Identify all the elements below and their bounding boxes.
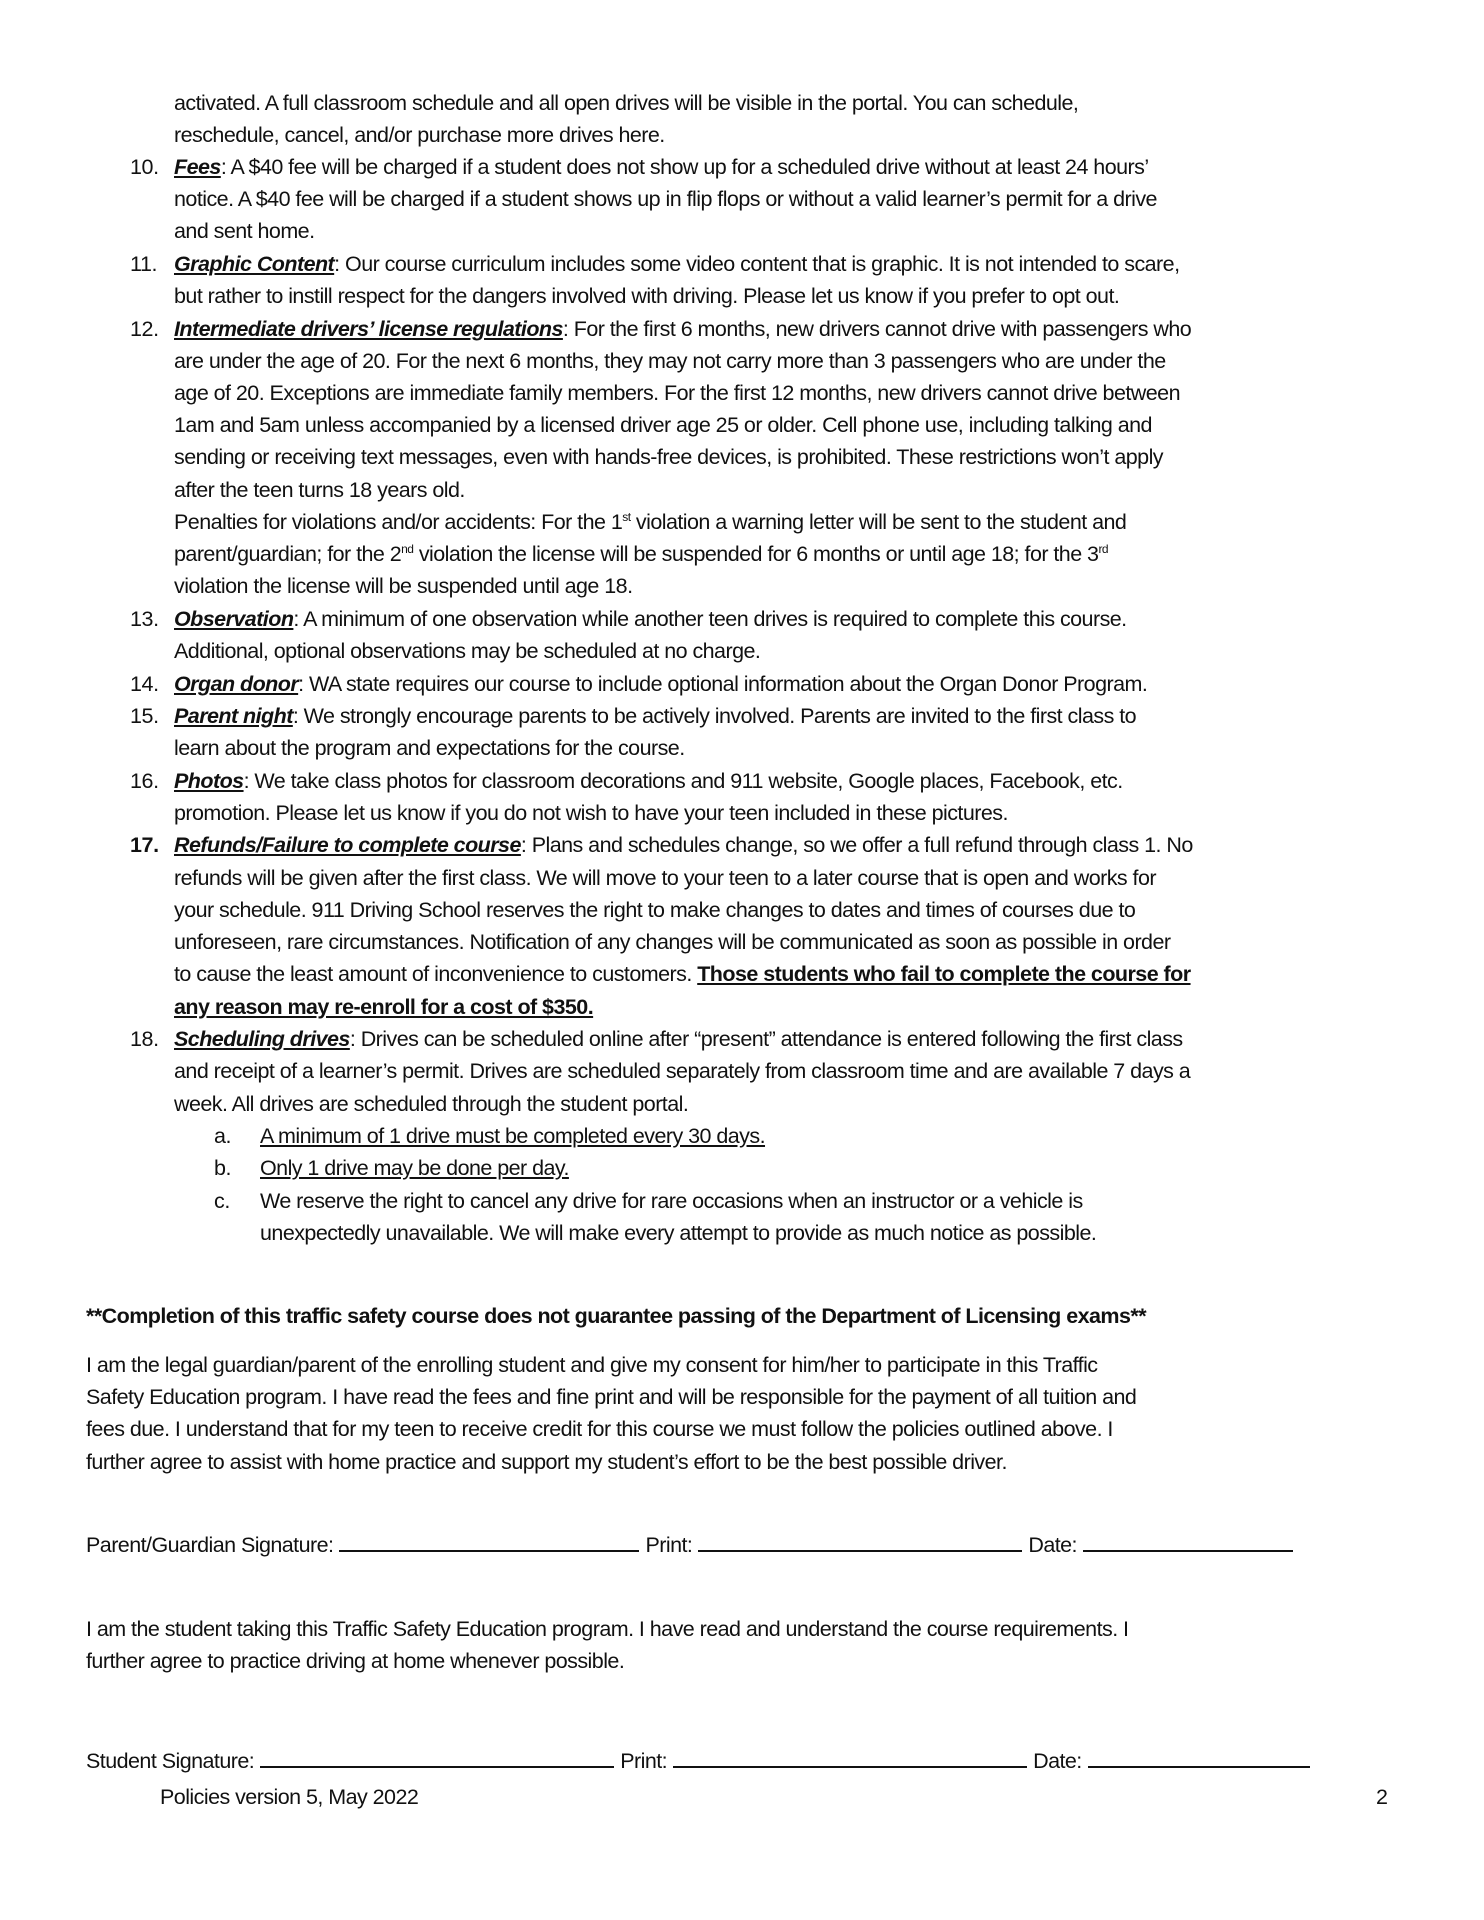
ordinal-suffix: nd — [401, 542, 414, 556]
item-title: Scheduling drives — [174, 1027, 350, 1051]
subitem-text: A minimum of 1 drive must be completed every 30 days. — [260, 1124, 766, 1148]
student-signature-row — [86, 1746, 1316, 1774]
parent-signature-row — [86, 1530, 1299, 1558]
subitem-letter: c. — [214, 1189, 230, 1213]
consent-text: further agree to assist with home practice and support my student’s effort to be the best possible driver. — [86, 1450, 1007, 1474]
footer-version: Policies version 5, May 2022 — [160, 1785, 419, 1809]
item-text: : We take class photos for classroom decorations and 911 website, Google places, Facebook, etc. — [243, 769, 1123, 793]
item-title: Refunds/Failure to complete course — [174, 833, 521, 857]
item-number: 18. — [130, 1027, 159, 1051]
item-title: Parent night — [174, 704, 293, 728]
subitem-letter: a. — [214, 1124, 232, 1148]
item-number: 13. — [130, 607, 159, 631]
reenroll-emphasis: any reason may re-enroll for a cost of $350. — [174, 995, 594, 1019]
item-text: : Drives can be scheduled online after “present” attendance is entered following the first class — [349, 1027, 1183, 1051]
parent-print-field[interactable] — [698, 1530, 1022, 1552]
disclaimer-heading: **Completion of this traffic safety course does not guarantee passing of the Department of Licensing exams** — [86, 1304, 1147, 1328]
penalties-text — [174, 509, 1126, 535]
penalties-text — [174, 541, 1108, 567]
parent-signature-field[interactable] — [339, 1530, 639, 1552]
item-text: age of 20. Exceptions are immediate family members. For the first 12 months, new drivers cannot drive between — [174, 381, 1180, 405]
item-text: after the teen turns 18 years old. — [174, 478, 465, 502]
item-text: sending or receiving text messages, even with hands-free devices, is prohibited. These restrictions won’t apply — [174, 445, 1164, 469]
item-number: 11. — [130, 252, 158, 276]
ordinal-suffix: rd — [1098, 542, 1109, 556]
student-signature-field[interactable] — [260, 1746, 614, 1768]
item-text: : For the first 6 months, new drivers cannot drive with passengers who — [562, 317, 1192, 341]
item-text: : A minimum of one observation while another teen drives is required to complete this course. — [293, 607, 1127, 631]
penalties-text: violation the license will be suspended until age 18. — [174, 574, 633, 598]
item-text: week. All drives are scheduled through the student portal. — [174, 1092, 689, 1116]
item-title: Graphic Content — [174, 252, 335, 276]
item-text: refunds will be given after the first class. We will move to your teen to a later course that is open and works for — [174, 866, 1156, 890]
item-text: : Plans and schedules change, so we offer a full refund through class 1. No — [520, 833, 1193, 857]
item-number: 10. — [130, 155, 159, 179]
item-text: but rather to instill respect for the dangers involved with driving. Please let us know if you prefer to opt out. — [174, 284, 1120, 308]
item-title: Observation — [174, 607, 294, 631]
item-text: to cause the least amount of inconvenience to customers. — [174, 962, 698, 986]
consent-text: fees due. I understand that for my teen to receive credit for this course we must follow the policies outlined above. I — [86, 1417, 1113, 1441]
item-title: Organ donor — [174, 672, 299, 696]
penalties-text-part: violation a warning letter will be sent to the student and — [630, 510, 1127, 534]
parent-date-label: Date: — [1028, 1533, 1077, 1557]
item-text: : Our course curriculum includes some video content that is graphic. It is not intended to scare, — [334, 252, 1180, 276]
parent-date-field[interactable] — [1083, 1530, 1293, 1552]
item-text: notice. A $40 fee will be charged if a student shows up in flip flops or without a valid learner’s permit for a drive — [174, 187, 1157, 211]
item-text: Additional, optional observations may be scheduled at no charge. — [174, 639, 761, 663]
item-text: learn about the program and expectations for the course. — [174, 736, 685, 760]
penalties-text-part: Penalties for violations and/or accidents: For the 1 — [174, 510, 623, 534]
continuation-line: activated. A full classroom schedule and all open drives will be visible in the portal. You can schedule, — [174, 91, 1079, 115]
item-text: : We strongly encourage parents to be actively involved. Parents are invited to the first class to — [292, 704, 1137, 728]
item-text: are under the age of 20. For the next 6 months, they may not carry more than 3 passengers who are under the — [174, 349, 1166, 373]
parent-signature-label: Parent/Guardian Signature: — [86, 1533, 334, 1557]
student-signature-label: Student Signature: — [86, 1749, 255, 1773]
student-date-label: Date: — [1033, 1749, 1082, 1773]
footer-page-number: 2 — [1376, 1785, 1388, 1809]
subitem-text: We reserve the right to cancel any drive for rare occasions when an instructor or a vehicle is — [260, 1189, 1083, 1213]
item-text: : WA state requires our course to include optional information about the Organ Donor Program. — [298, 672, 1148, 696]
ordinal-suffix: st — [622, 510, 631, 524]
student-date-field[interactable] — [1088, 1746, 1310, 1768]
item-number: 14. — [130, 672, 159, 696]
item-text: and receipt of a learner’s permit. Drives are scheduled separately from classroom time and are available 7 days a — [174, 1059, 1191, 1083]
penalties-text-part: violation the license will be suspended for 6 months or until age 18; for the 3 — [413, 542, 1099, 566]
item-title: Fees — [174, 155, 221, 179]
student-print-field[interactable] — [673, 1746, 1027, 1768]
item-text: your schedule. 911 Driving School reserves the right to make changes to dates and times of courses due to — [174, 898, 1136, 922]
item-title: Intermediate drivers’ license regulations — [174, 317, 563, 341]
item-text: unforeseen, rare circumstances. Notification of any changes will be communicated as soon as possible in order — [174, 930, 1171, 954]
item-text: 1am and 5am unless accompanied by a licensed driver age 25 or older. Cell phone use, including talking and — [174, 413, 1152, 437]
item-text: promotion. Please let us know if you do not wish to have your teen included in these pictures. — [174, 801, 1008, 825]
item-number: 16. — [130, 769, 159, 793]
consent-text: Safety Education program. I have read the fees and fine print and will be responsible for the payment of all tuition and — [86, 1385, 1137, 1409]
subitem-text: Only 1 drive may be done per day. — [260, 1156, 569, 1180]
consent-text: I am the legal guardian/parent of the enrolling student and give my consent for him/her to participate in this Traffic — [86, 1353, 1098, 1377]
parent-print-label: Print: — [645, 1533, 693, 1557]
item-text: and sent home. — [174, 219, 315, 243]
item-number: 15. — [130, 704, 159, 728]
item-title: Photos — [174, 769, 244, 793]
item-number: 12. — [130, 317, 159, 341]
subitem-text: unexpectedly unavailable. We will make every attempt to provide as much notice as possible. — [260, 1221, 1097, 1245]
consent-text: further agree to practice driving at home whenever possible. — [86, 1649, 625, 1673]
reenroll-emphasis: Those students who fail to complete the course for — [697, 962, 1191, 986]
penalties-text-part: parent/guardian; for the 2 — [174, 542, 402, 566]
consent-text: I am the student taking this Traffic Safety Education program. I have read and understand the course requirements. I — [86, 1617, 1129, 1641]
item-text: : A $40 fee will be charged if a student does not show up for a scheduled drive without at least 24 hours’ — [220, 155, 1149, 179]
student-print-label: Print: — [620, 1749, 668, 1773]
continuation-line: reschedule, cancel, and/or purchase more drives here. — [174, 123, 665, 147]
item-number: 17. — [130, 833, 159, 857]
subitem-letter: b. — [214, 1156, 232, 1180]
